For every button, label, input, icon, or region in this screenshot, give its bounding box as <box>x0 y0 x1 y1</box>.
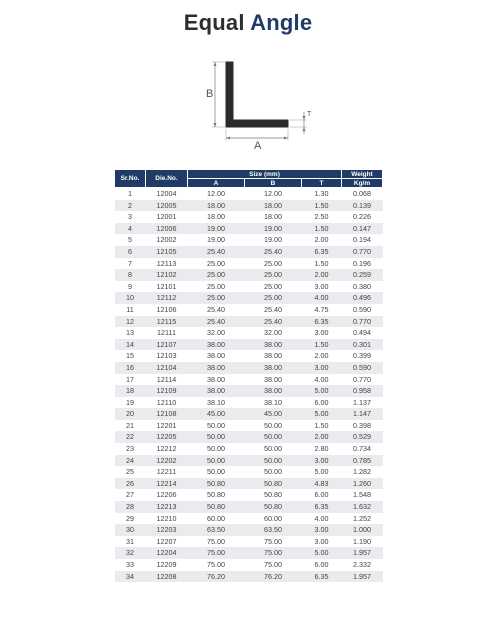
cell-size-a: 25.00 <box>188 292 245 304</box>
table-row <box>115 408 383 420</box>
cell-sr-no: 27 <box>115 489 146 501</box>
cell-size-b: 25.40 <box>245 304 302 316</box>
cell-sr-no: 11 <box>115 304 146 316</box>
cell-die-no: 12205 <box>146 431 188 443</box>
cell-size-a: 18.00 <box>188 200 245 212</box>
cell-size-a: 50.00 <box>188 466 245 478</box>
cell-die-no: 12107 <box>146 339 188 351</box>
table-row <box>115 339 383 351</box>
page-title <box>0 10 496 36</box>
table-row <box>115 269 383 281</box>
cell-weight: 1.548 <box>342 489 383 501</box>
cell-size-a: 25.40 <box>188 316 245 328</box>
cell-sr-no: 22 <box>115 431 146 443</box>
cell-size-a: 50.00 <box>188 431 245 443</box>
cell-sr-no: 8 <box>115 269 146 281</box>
cell-size-a: 50.80 <box>188 501 245 513</box>
table-row <box>115 281 383 293</box>
cell-die-no: 12106 <box>146 304 188 316</box>
cell-size-t: 1.30 <box>302 188 342 200</box>
cell-weight: 0.770 <box>342 316 383 328</box>
cell-weight: 1.957 <box>342 571 383 583</box>
cell-weight: 0.785 <box>342 455 383 467</box>
cell-sr-no: 16 <box>115 362 146 374</box>
cell-size-b: 32.00 <box>245 327 302 339</box>
cell-size-t: 3.00 <box>302 327 342 339</box>
header-size-a: A <box>188 179 245 188</box>
equal-angle-spec-table <box>114 169 383 582</box>
cell-die-no: 12210 <box>146 513 188 525</box>
cell-size-t: 2.00 <box>302 350 342 362</box>
cell-size-a: 19.00 <box>188 223 245 235</box>
cell-sr-no: 20 <box>115 408 146 420</box>
cell-size-t: 4.00 <box>302 292 342 304</box>
cell-size-b: 50.00 <box>245 443 302 455</box>
cell-die-no: 12002 <box>146 234 188 246</box>
cell-size-t: 2.50 <box>302 211 342 223</box>
cell-die-no: 12209 <box>146 559 188 571</box>
table-row <box>115 362 383 374</box>
cell-die-no: 12004 <box>146 188 188 200</box>
cell-sr-no: 15 <box>115 350 146 362</box>
cell-size-t: 4.75 <box>302 304 342 316</box>
cell-size-a: 32.00 <box>188 327 245 339</box>
cell-size-t: 5.00 <box>302 385 342 397</box>
cell-weight: 1.147 <box>342 408 383 420</box>
cell-size-b: 25.00 <box>245 258 302 270</box>
cell-size-t: 6.35 <box>302 571 342 583</box>
cell-size-t: 6.00 <box>302 397 342 409</box>
table-row <box>115 200 383 212</box>
cell-size-t: 3.00 <box>302 281 342 293</box>
cell-size-a: 12.00 <box>188 188 245 200</box>
table-row <box>115 246 383 258</box>
table-row <box>115 501 383 513</box>
table-row <box>115 513 383 525</box>
cell-sr-no: 12 <box>115 316 146 328</box>
cell-size-b: 25.00 <box>245 269 302 281</box>
cell-size-t: 2.80 <box>302 443 342 455</box>
cell-size-a: 38.00 <box>188 374 245 386</box>
cell-size-t: 6.35 <box>302 246 342 258</box>
table-row <box>115 258 383 270</box>
cell-sr-no: 33 <box>115 559 146 571</box>
cell-size-b: 75.00 <box>245 536 302 548</box>
angle-profile-shape <box>226 62 288 127</box>
cell-die-no: 12109 <box>146 385 188 397</box>
cell-die-no: 12212 <box>146 443 188 455</box>
cell-size-b: 19.00 <box>245 223 302 235</box>
cell-weight: 1.137 <box>342 397 383 409</box>
cell-die-no: 12203 <box>146 524 188 536</box>
cell-sr-no: 29 <box>115 513 146 525</box>
cell-die-no: 12213 <box>146 501 188 513</box>
cell-sr-no: 13 <box>115 327 146 339</box>
dimension-a-label: A <box>254 140 262 152</box>
cell-size-a: 38.00 <box>188 339 245 351</box>
cell-size-b: 38.10 <box>245 397 302 409</box>
cell-size-t: 1.50 <box>302 339 342 351</box>
cell-sr-no: 7 <box>115 258 146 270</box>
cell-sr-no: 6 <box>115 246 146 258</box>
cell-weight: 1.282 <box>342 466 383 478</box>
cell-size-b: 25.00 <box>245 292 302 304</box>
cell-size-t: 6.35 <box>302 316 342 328</box>
cell-die-no: 12103 <box>146 350 188 362</box>
cell-die-no: 12115 <box>146 316 188 328</box>
cell-size-b: 60.00 <box>245 513 302 525</box>
cell-die-no: 12113 <box>146 258 188 270</box>
cell-size-a: 19.00 <box>188 234 245 246</box>
dimension-t-label: T <box>307 111 312 118</box>
table-row <box>115 374 383 386</box>
cell-size-b: 75.00 <box>245 559 302 571</box>
cell-weight: 2.332 <box>342 559 383 571</box>
cell-size-b: 50.80 <box>245 478 302 490</box>
cell-die-no: 12202 <box>146 455 188 467</box>
cell-weight: 0.068 <box>342 188 383 200</box>
cell-sr-no: 2 <box>115 200 146 212</box>
cell-size-b: 18.00 <box>245 200 302 212</box>
cell-weight: 0.529 <box>342 431 383 443</box>
cell-size-a: 25.00 <box>188 258 245 270</box>
cell-weight: 0.770 <box>342 374 383 386</box>
cell-weight: 0.590 <box>342 362 383 374</box>
cell-die-no: 12206 <box>146 489 188 501</box>
cell-weight: 0.226 <box>342 211 383 223</box>
cell-weight: 0.196 <box>342 258 383 270</box>
cell-size-t: 5.00 <box>302 408 342 420</box>
cell-size-b: 50.00 <box>245 420 302 432</box>
cell-sr-no: 18 <box>115 385 146 397</box>
cell-weight: 0.301 <box>342 339 383 351</box>
table-row <box>115 397 383 409</box>
header-sr-no: Sr.No. <box>115 170 146 188</box>
cell-weight: 0.194 <box>342 234 383 246</box>
cell-size-b: 19.00 <box>245 234 302 246</box>
table-row <box>115 547 383 559</box>
cell-sr-no: 31 <box>115 536 146 548</box>
cell-size-a: 75.00 <box>188 547 245 559</box>
cell-size-t: 1.50 <box>302 420 342 432</box>
table-row <box>115 350 383 362</box>
cell-sr-no: 5 <box>115 234 146 246</box>
table-row <box>115 559 383 571</box>
cell-size-b: 38.00 <box>245 350 302 362</box>
cell-weight: 1.000 <box>342 524 383 536</box>
cell-size-t: 3.00 <box>302 524 342 536</box>
table-row <box>115 489 383 501</box>
cell-size-t: 5.00 <box>302 547 342 559</box>
header-weight-unit: Kg/m <box>342 179 383 188</box>
cell-sr-no: 23 <box>115 443 146 455</box>
table-row <box>115 188 383 200</box>
cell-size-a: 50.00 <box>188 443 245 455</box>
cell-size-t: 6.00 <box>302 559 342 571</box>
cell-weight: 0.398 <box>342 420 383 432</box>
cell-die-no: 12204 <box>146 547 188 559</box>
cell-die-no: 12112 <box>146 292 188 304</box>
cell-sr-no: 4 <box>115 223 146 235</box>
cell-size-b: 18.00 <box>245 211 302 223</box>
cell-size-t: 3.00 <box>302 536 342 548</box>
cell-weight: 1.957 <box>342 547 383 559</box>
cell-sr-no: 34 <box>115 571 146 583</box>
header-weight: Weight <box>342 170 383 179</box>
cell-die-no: 12006 <box>146 223 188 235</box>
cell-size-a: 76.20 <box>188 571 245 583</box>
table-row <box>115 443 383 455</box>
cell-die-no: 12005 <box>146 200 188 212</box>
cell-sr-no: 26 <box>115 478 146 490</box>
cell-weight: 0.399 <box>342 350 383 362</box>
cell-weight: 0.496 <box>342 292 383 304</box>
cell-size-a: 75.00 <box>188 536 245 548</box>
cell-die-no: 12104 <box>146 362 188 374</box>
cell-size-a: 50.00 <box>188 455 245 467</box>
cell-sr-no: 24 <box>115 455 146 467</box>
cell-sr-no: 14 <box>115 339 146 351</box>
cell-size-b: 50.80 <box>245 501 302 513</box>
cell-size-b: 25.40 <box>245 316 302 328</box>
header-size-group: Size (mm) <box>188 170 342 179</box>
cell-weight: 1.252 <box>342 513 383 525</box>
cell-size-b: 63.50 <box>245 524 302 536</box>
table-row <box>115 431 383 443</box>
cell-weight: 0.380 <box>342 281 383 293</box>
spec-table-body <box>115 188 383 583</box>
cell-size-t: 3.00 <box>302 455 342 467</box>
cell-size-a: 50.80 <box>188 489 245 501</box>
cell-size-b: 12.00 <box>245 188 302 200</box>
cell-size-b: 38.00 <box>245 374 302 386</box>
cell-weight: 1.632 <box>342 501 383 513</box>
cell-size-a: 38.10 <box>188 397 245 409</box>
cell-size-a: 50.00 <box>188 420 245 432</box>
cell-size-b: 45.00 <box>245 408 302 420</box>
cell-size-t: 6.35 <box>302 501 342 513</box>
table-row <box>115 478 383 490</box>
cell-size-a: 63.50 <box>188 524 245 536</box>
cell-size-a: 25.00 <box>188 269 245 281</box>
table-row <box>115 571 383 583</box>
cell-weight: 0.147 <box>342 223 383 235</box>
cell-die-no: 12114 <box>146 374 188 386</box>
cell-size-t: 6.00 <box>302 489 342 501</box>
cell-die-no: 12110 <box>146 397 188 409</box>
cell-size-a: 25.40 <box>188 304 245 316</box>
cell-sr-no: 30 <box>115 524 146 536</box>
cell-die-no: 12211 <box>146 466 188 478</box>
cell-size-b: 50.00 <box>245 431 302 443</box>
cell-sr-no: 10 <box>115 292 146 304</box>
cell-size-t: 1.50 <box>302 223 342 235</box>
table-row <box>115 455 383 467</box>
cell-size-b: 25.00 <box>245 281 302 293</box>
cell-weight: 0.958 <box>342 385 383 397</box>
angle-profile-diagram <box>196 52 316 154</box>
table-row <box>115 211 383 223</box>
cell-sr-no: 17 <box>115 374 146 386</box>
cell-sr-no: 28 <box>115 501 146 513</box>
cell-size-a: 38.00 <box>188 362 245 374</box>
cell-die-no: 12105 <box>146 246 188 258</box>
cell-die-no: 12108 <box>146 408 188 420</box>
cell-size-t: 4.00 <box>302 374 342 386</box>
cell-size-a: 25.40 <box>188 246 245 258</box>
cell-weight: 0.259 <box>342 269 383 281</box>
table-row <box>115 524 383 536</box>
cell-sr-no: 3 <box>115 211 146 223</box>
cell-weight: 0.590 <box>342 304 383 316</box>
cell-die-no: 12214 <box>146 478 188 490</box>
cell-sr-no: 21 <box>115 420 146 432</box>
cell-die-no: 12101 <box>146 281 188 293</box>
cell-weight: 0.494 <box>342 327 383 339</box>
cell-size-a: 18.00 <box>188 211 245 223</box>
cell-weight: 0.734 <box>342 443 383 455</box>
table-row <box>115 234 383 246</box>
cell-size-t: 1.50 <box>302 258 342 270</box>
table-row <box>115 292 383 304</box>
table-row <box>115 327 383 339</box>
header-size-b: B <box>245 179 302 188</box>
cell-size-b: 50.00 <box>245 455 302 467</box>
dimension-b-label: B <box>206 88 214 100</box>
cell-weight: 0.770 <box>342 246 383 258</box>
cell-weight: 1.260 <box>342 478 383 490</box>
cell-die-no: 12001 <box>146 211 188 223</box>
cell-die-no: 12207 <box>146 536 188 548</box>
cell-size-a: 38.00 <box>188 350 245 362</box>
cell-size-t: 5.00 <box>302 466 342 478</box>
table-row <box>115 420 383 432</box>
header-die-no: Die.No. <box>146 170 188 188</box>
cell-size-t: 3.00 <box>302 362 342 374</box>
table-row <box>115 385 383 397</box>
table-row <box>115 536 383 548</box>
cell-sr-no: 25 <box>115 466 146 478</box>
cell-die-no: 12201 <box>146 420 188 432</box>
cell-sr-no: 1 <box>115 188 146 200</box>
cell-die-no: 12102 <box>146 269 188 281</box>
cell-size-b: 75.00 <box>245 547 302 559</box>
cell-weight: 0.139 <box>342 200 383 212</box>
cell-size-b: 50.80 <box>245 489 302 501</box>
table-row <box>115 316 383 328</box>
cell-weight: 1.190 <box>342 536 383 548</box>
cell-size-t: 2.00 <box>302 234 342 246</box>
cell-die-no: 12111 <box>146 327 188 339</box>
cell-sr-no: 9 <box>115 281 146 293</box>
title-word-equal: Equal <box>183 10 245 35</box>
cell-size-a: 50.80 <box>188 478 245 490</box>
cell-die-no: 12208 <box>146 571 188 583</box>
cell-size-b: 38.00 <box>245 362 302 374</box>
cell-size-t: 4.83 <box>302 478 342 490</box>
cell-size-t: 2.00 <box>302 269 342 281</box>
cell-size-b: 50.00 <box>245 466 302 478</box>
header-size-t: T <box>302 179 342 188</box>
table-row <box>115 304 383 316</box>
cell-size-a: 25.00 <box>188 281 245 293</box>
cell-size-b: 38.00 <box>245 385 302 397</box>
cell-size-b: 76.20 <box>245 571 302 583</box>
title-word-angle: Angle <box>250 10 313 35</box>
cell-size-a: 60.00 <box>188 513 245 525</box>
table-row <box>115 223 383 235</box>
cell-size-t: 1.50 <box>302 200 342 212</box>
cell-size-t: 2.00 <box>302 431 342 443</box>
cell-sr-no: 19 <box>115 397 146 409</box>
cell-size-t: 4.00 <box>302 513 342 525</box>
table-row <box>115 466 383 478</box>
cell-sr-no: 32 <box>115 547 146 559</box>
cell-size-a: 38.00 <box>188 385 245 397</box>
cell-size-b: 25.40 <box>245 246 302 258</box>
cell-size-a: 75.00 <box>188 559 245 571</box>
cell-size-b: 38.00 <box>245 339 302 351</box>
cell-size-a: 45.00 <box>188 408 245 420</box>
